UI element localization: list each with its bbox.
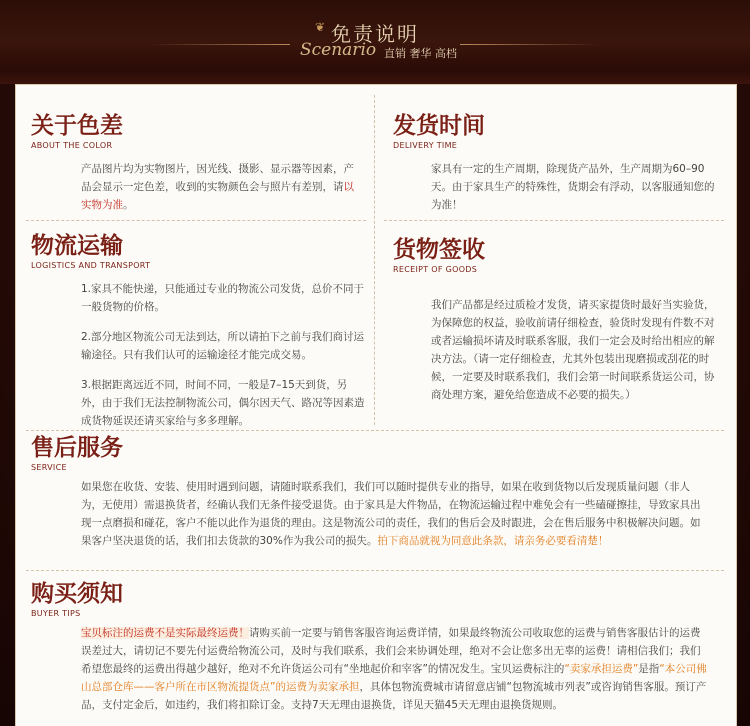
receipt-title: 货物签收 (393, 236, 485, 263)
color-diff-highlight: 以实物为准 (81, 181, 354, 211)
header-title: 免责说明 (331, 22, 419, 46)
buyer-tips-orange1: “卖家承担运费” (564, 663, 639, 675)
section-logistics (31, 232, 365, 442)
section-receipt (393, 237, 723, 404)
color-diff-text: 产品图片均为实物图片，因光线、摄影、显示器等因素，产品会显示一定色差，收到的实物颜色会与照片有差别，请 (81, 163, 354, 193)
receipt-body: 我们产品都是经过质检才发货，请买家提货时最好当实验货，为保障您的权益，验收前请仔细检查，验货时发现有件数不对或者运输损坏请及时联系客服，我们一定会及时给出相应的解决方法。（请一定仔细检查，尤其外包装出现磨损或刮花的时候，一定要及时联系我们，我们会第一时间联系货运公司，协商处理方案，避免给您造成不必要的损失。） (431, 299, 715, 401)
color-diff-body (81, 160, 361, 214)
logistics-p1: 1.家具不能快递，只能通过专业的物流公司发货，总价不同于一般货物的价格。 (81, 283, 365, 313)
header-banner (0, 0, 750, 70)
logistics-subtitle: LOGISTICS AND TRANSPORT (31, 261, 151, 270)
buyer-tips-text2: 是指 (638, 663, 660, 675)
buyer-tips-text1: 请购买前一定要与销售客服咨询运费详情，如果最终物流公司收取您的运费与销售客服估计的运费误差过大，请切记不要先付运费给物流公司，及时与我们联系，我们会来协调处理，绝对不会让您多出无辜的运费！请相信我们；我们希望您最终的运费出得越少越好，绝对不允许货运公司有“坐地起价和宰客”的情况发生。宝贝运费标注的 (81, 627, 701, 675)
section-buyer-tips (31, 581, 721, 714)
after-sales-text: 如果您在收货、安装、使用时遇到问题，请随时联系我们，我们可以随时提供专业的指导，如果在收到货物以后发现质量问题（非人为，无使用）需退换货者，经确认我们无条件接受退货。由于家具是大件物品，在物流运输过程中难免会有一些磕碰擦挂，导致家具出现一点磨损和碰花，客户不能以此作为退货的理由。这是物流公司的责任，我们的售后会及时跟进，会在售后服务中积极解决问题。如果客户坚决退货的话，我们扣去货款的30%作为我公司的损失。 (81, 481, 701, 547)
buyer-tips-subtitle: BUYER TIPS (31, 609, 81, 618)
after-sales-notice: 拍下商品就视为同意此条款，请亲务必要看清楚！ (377, 535, 609, 547)
header-script: Scenario (300, 40, 377, 60)
after-sales-title: 售后服务 (31, 434, 123, 461)
delivery-body: 家具有一定的生产周期，除现货产品外，生产周期为60–90天。由于家具生产的特殊性，货期会有浮动，以客服通知您的为准！ (431, 163, 715, 211)
color-diff-end: 。 (123, 199, 134, 211)
delivery-title: 发货时间 (393, 112, 485, 139)
header-subtitle: 直销 奢华 高档 (384, 47, 457, 60)
logistics-p3: 3.根据距离远近不同，时间不同，一般是7–15天到货，另外，由于我们无法控制物流公司，偶尔因天气、路况等因素造成货物延误还请买家给与多多理解。 (81, 379, 365, 427)
section-after-sales (31, 435, 721, 550)
delivery-subtitle: DELIVERY TIME (393, 141, 458, 150)
row-divider-right (384, 220, 724, 221)
color-diff-title: 关于色差 (31, 112, 123, 139)
section-delivery-time (393, 113, 723, 214)
content-panel (15, 84, 737, 726)
row-divider-left (26, 220, 366, 221)
ornament-icon: ❦ (315, 20, 326, 34)
panel-frame (0, 70, 750, 84)
column-divider (374, 95, 375, 425)
buyer-tips-orange2: “本公司佛山总部仓库——客户所在市区物流提货点”的运费为卖家承担 (81, 663, 707, 693)
logistics-p2: 2.部分地区物流公司无法到达，所以请拍下之前与我们商讨运输途径。只有我们认可的运输途径才能完成交易。 (81, 331, 365, 361)
buyer-tips-title: 购买须知 (31, 580, 123, 607)
buyer-tips-text3: ，具体包物流费城市请留意店铺“包物流城市列表”或咨询销售客服。预订产品，支付定金后，如违约，我们将扣除订金。支持7天无理由退换货，详见天猫45天无理由退换货规则。 (81, 681, 707, 711)
color-diff-subtitle: ABOUT THE COLOR (31, 141, 113, 150)
after-sales-subtitle: SERVICE (31, 463, 67, 472)
section-color-diff (31, 113, 361, 214)
logistics-title: 物流运输 (31, 232, 123, 259)
logistics-body (81, 280, 366, 430)
section-divider-tips (26, 570, 724, 571)
after-sales-body (81, 478, 709, 550)
buyer-tips-body (81, 624, 709, 714)
buyer-tips-highlight: 宝贝标注的运费不是实际最终运费！ (81, 627, 249, 639)
receipt-subtitle: RECEIPT OF GOODS (393, 265, 478, 274)
